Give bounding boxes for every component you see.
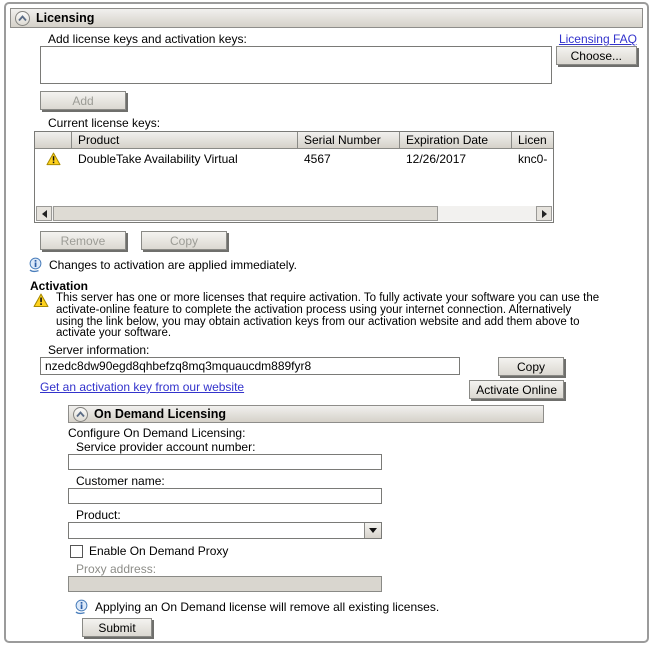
arrow-right-icon	[542, 210, 547, 218]
license-keys-table	[34, 131, 554, 223]
add-button[interactable]: Add	[40, 91, 126, 110]
horizontal-scrollbar[interactable]	[36, 206, 552, 221]
on-demand-section	[68, 405, 544, 637]
server-information-label: Server information:	[48, 343, 150, 358]
chevron-up-icon	[17, 14, 28, 23]
table-header-serial-number[interactable]: Serial Number	[298, 132, 400, 148]
product-select[interactable]	[68, 522, 382, 539]
arrow-left-icon	[42, 210, 47, 218]
table-row[interactable]	[35, 149, 554, 168]
section-title: Licensing	[36, 11, 95, 25]
submit-button[interactable]: Submit	[82, 618, 152, 637]
licensing-section-header	[10, 8, 643, 28]
copy-key-button[interactable]: Copy	[141, 231, 227, 250]
collapse-licensing-button[interactable]	[15, 11, 30, 26]
licensing-panel	[4, 2, 649, 643]
activation-note: Changes to activation are applied immediately.	[49, 258, 297, 272]
info-icon	[28, 257, 43, 273]
activation-heading: Activation	[30, 279, 89, 293]
proxy-address-input	[68, 576, 382, 592]
on-demand-note: Applying an On Demand license will remove all existing licenses.	[95, 600, 440, 615]
table-header-row	[35, 132, 554, 149]
activation-warning-text: This server has one or more licenses that require activation. To fully activate your software you can use the activate-online feature to complete the activation process using your internet connection. Alternatively using the link below, you may obtain activation keys from our activation website and add them above to activate your software.	[56, 292, 600, 340]
service-provider-input[interactable]	[68, 454, 382, 470]
on-demand-section-header	[68, 405, 544, 423]
service-provider-label: Service provider account number:	[76, 440, 256, 455]
current-keys-label: Current license keys:	[48, 116, 161, 130]
info-icon	[74, 599, 89, 615]
enable-proxy-label: Enable On Demand Proxy	[89, 544, 229, 559]
remove-button[interactable]: Remove	[40, 231, 126, 250]
chevron-up-icon	[75, 410, 86, 419]
dropdown-button[interactable]	[364, 523, 381, 538]
cell-license-key: knc0-	[518, 151, 548, 166]
collapse-on-demand-button[interactable]	[73, 407, 88, 422]
table-header-status[interactable]	[35, 132, 72, 148]
proxy-address-label: Proxy address:	[76, 562, 157, 577]
customer-name-input[interactable]	[68, 488, 382, 504]
cell-serial-number: 4567	[304, 151, 331, 166]
warning-triangle-icon	[33, 293, 49, 340]
chevron-down-icon	[369, 528, 377, 533]
scroll-left-button[interactable]	[36, 206, 52, 221]
customer-name-label: Customer name:	[76, 474, 165, 489]
license-keys-textarea[interactable]	[40, 46, 552, 84]
product-label: Product:	[76, 508, 121, 523]
table-header-license-key[interactable]: Licen	[512, 132, 554, 148]
scroll-right-button[interactable]	[536, 206, 552, 221]
cell-expiration-date: 12/26/2017	[406, 151, 467, 166]
table-header-product[interactable]: Product	[72, 132, 298, 148]
add-keys-label: Add license keys and activation keys:	[48, 32, 247, 46]
activate-online-button[interactable]: Activate Online	[469, 380, 564, 399]
copy-server-info-button[interactable]: Copy	[498, 357, 564, 376]
choose-button[interactable]: Choose...	[556, 46, 637, 65]
section-title: On Demand Licensing	[94, 407, 226, 422]
scrollbar-thumb[interactable]	[53, 206, 438, 221]
configure-on-demand-label: Configure On Demand Licensing:	[68, 426, 246, 441]
warning-triangle-icon	[35, 152, 72, 166]
licensing-faq-link[interactable]: Licensing FAQ	[558, 32, 637, 46]
cell-product: DoubleTake Availability Virtual	[78, 151, 238, 166]
table-header-expiration-date[interactable]: Expiration Date	[400, 132, 512, 148]
server-information-input[interactable]	[40, 357, 460, 375]
get-activation-key-link[interactable]: Get an activation key from our website	[40, 380, 245, 395]
enable-proxy-checkbox[interactable]	[70, 545, 83, 558]
